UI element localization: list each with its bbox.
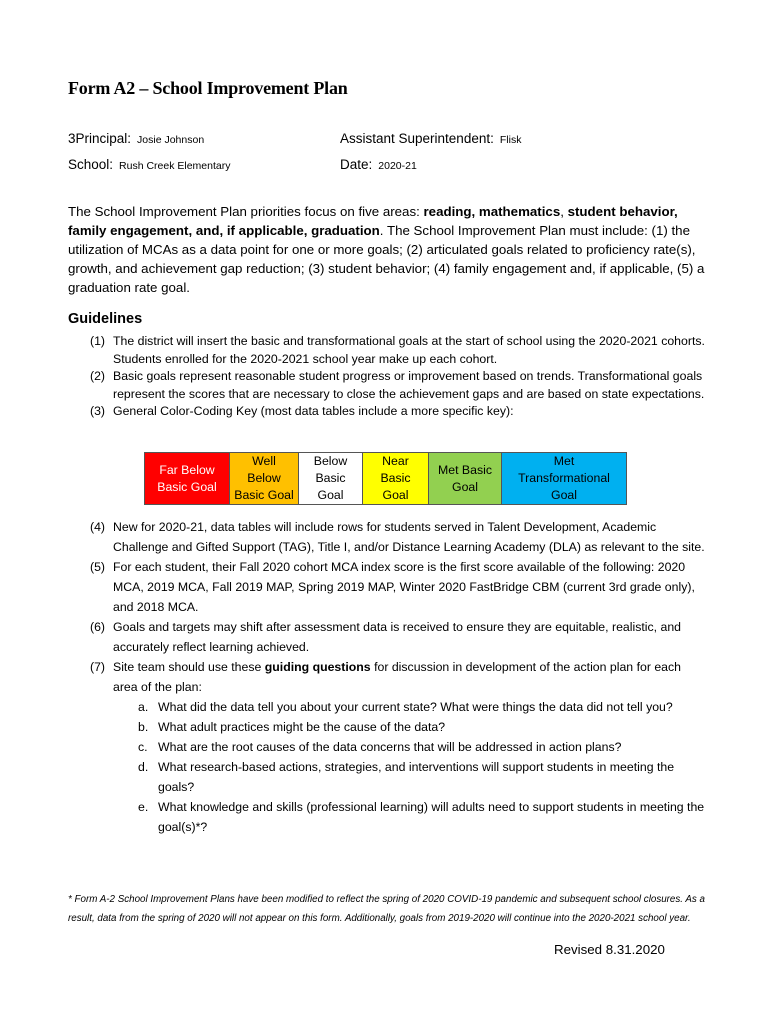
assistant-superintendent-label: Assistant Superintendent: [340,131,494,146]
key-text: Met Basic [438,462,492,477]
intro-text: , [560,204,568,219]
question-letter: d. [138,760,149,774]
intro-paragraph [68,202,708,297]
guideline-item [80,657,705,697]
intro-bold-subjects: reading, mathematics [423,204,561,219]
school-value: Rush Creek Elementary [119,160,231,172]
key-cell-far-below [145,453,230,505]
key-text: Basic [380,471,411,485]
key-text: Basic Goal [157,479,217,494]
principal-row [68,131,204,146]
question-letter: c. [138,740,148,754]
question-text: What adult practices might be the cause of the data? [158,720,446,734]
guiding-question-item [80,737,705,757]
key-cell-well-below [230,453,299,505]
guideline-text: Site team should use these [113,660,265,674]
guideline-text: The district will insert the basic and transformational goals at the start of school using the 2020-2021 cohorts. Students enrolled for the 2020-2021 school year make up each cohort. [113,334,705,366]
guiding-question-item [80,797,705,837]
key-text: Below [313,454,348,468]
intro-bold-areas: student behavior, family engagement, and, if applicable, graduation [68,204,678,238]
guidelines-list-part2 [80,517,705,837]
key-text: Goal [382,488,409,502]
question-text: What knowledge and skills (professional learning) will adults need to support students in meeting the goal(s)*? [158,800,705,834]
guideline-number: (4) [90,520,106,534]
date-row [340,157,417,172]
date-value: 2020-21 [378,160,417,172]
key-text: Well [252,454,276,468]
guiding-question-item [80,757,705,797]
guideline-text: General Color-Coding Key (most data tables include a more specific key): [113,404,514,418]
guideline-item [80,617,705,657]
question-letter: b. [138,720,149,734]
key-text: Goal [452,479,478,494]
question-text: What did the data tell you about your current state? What were things the data did not tell you? [158,700,673,714]
guidelines-heading: Guidelines [68,311,143,327]
key-cell-met-basic [429,453,502,505]
date-label: Date: [340,157,373,172]
principal-value: Josie Johnson [137,134,205,146]
key-text: Goal [551,488,577,502]
guideline-item [80,333,705,368]
guideline-number: (1) [90,334,106,348]
key-text: Basic Goal [234,488,294,502]
assistant-superintendent-value: Flisk [499,134,522,146]
key-cell-met-transformational [502,453,627,505]
guidelines-list-part1 [80,333,705,421]
guideline-text: New for 2020-21, data tables will include rows for students served in Talent Development, Academic Challenge and Gifted Support (TAG), Title I, and/or Distance Learning Academy (DLA) as relevant to the site. [113,520,705,554]
intro-text: The School Improvement Plan priorities focus on five areas: [68,204,424,219]
color-coding-key-table [144,452,627,505]
intro-text: . The School Improvement Plan must include: (1) the utilization of MCAs as a data point for one or more goals; (2) articulated goals related to proficiency rate(s), growth, and achievement gap reduction; (3) student behavior; (4) family engagement and, if applicable, (5) a graduation rate goal. [68,223,705,295]
guideline-text: Goals and targets may shift after assessment data is received to ensure they are equitable, realistic, and accurately reflect learning achieved. [113,620,682,654]
guideline-item [80,403,705,421]
key-text: Met [553,454,575,468]
key-text: Far Below [159,462,215,477]
revised-date: Revised 8.31.2020 [554,942,665,957]
guideline-text: for discussion in development of the action plan for each area of the plan: [113,660,681,694]
question-text: What are the root causes of the data concerns that will be addressed in action plans? [158,740,622,754]
school-label: School: [68,157,114,172]
key-text: Below [247,471,281,485]
guiding-questions-bold: guiding questions [264,660,371,674]
school-row [68,157,231,172]
assistant-superintendent-row [340,131,521,146]
question-letter: a. [138,700,149,714]
principal-label: 3Principal: [68,131,132,146]
key-cell-near [363,453,429,505]
question-text: What research-based actions, strategies, and interventions will support students in meeting the goals? [158,760,675,794]
guiding-question-item [80,717,705,737]
form-title: Form A2 – School Improvement Plan [68,78,348,98]
guideline-item [80,368,705,403]
guideline-number: (7) [90,660,106,674]
guideline-item [80,517,705,557]
question-letter: e. [138,800,149,814]
guideline-text: For each student, their Fall 2020 cohort MCA index score is the first score available of the following: 2020 MCA, 2019 MCA, Fall 2019 MAP, Spring 2019 MAP, Winter 2020 FastBridge CBM (current 3rd grade only), and 2018 MCA. [113,560,695,614]
key-text: Basic [315,471,346,485]
color-key-row [145,453,627,505]
key-text: Goal [317,488,344,502]
guideline-number: (6) [90,620,106,634]
guideline-item [80,557,705,617]
key-text: Near [382,454,409,468]
guideline-number: (3) [90,404,106,418]
key-cell-below [299,453,363,505]
guideline-text: Basic goals represent reasonable student progress or improvement based on trends. Transformational goals represent the scores that are necessary to close the achievement gaps and are based on state expectations. [113,369,705,401]
guideline-number: (5) [90,560,106,574]
key-text: Transformational [518,471,610,485]
guiding-question-item [80,697,705,717]
footnote: * Form A-2 School Improvement Plans have been modified to reflect the spring of 2020 COVID-19 pandemic and subsequent school closures. As a result, data from the spring of 2020 will not appear on this form. Additionally, goals from 2019-2020 will continue into the 2020-2021 school year. [68,894,705,924]
guideline-number: (2) [90,369,106,383]
